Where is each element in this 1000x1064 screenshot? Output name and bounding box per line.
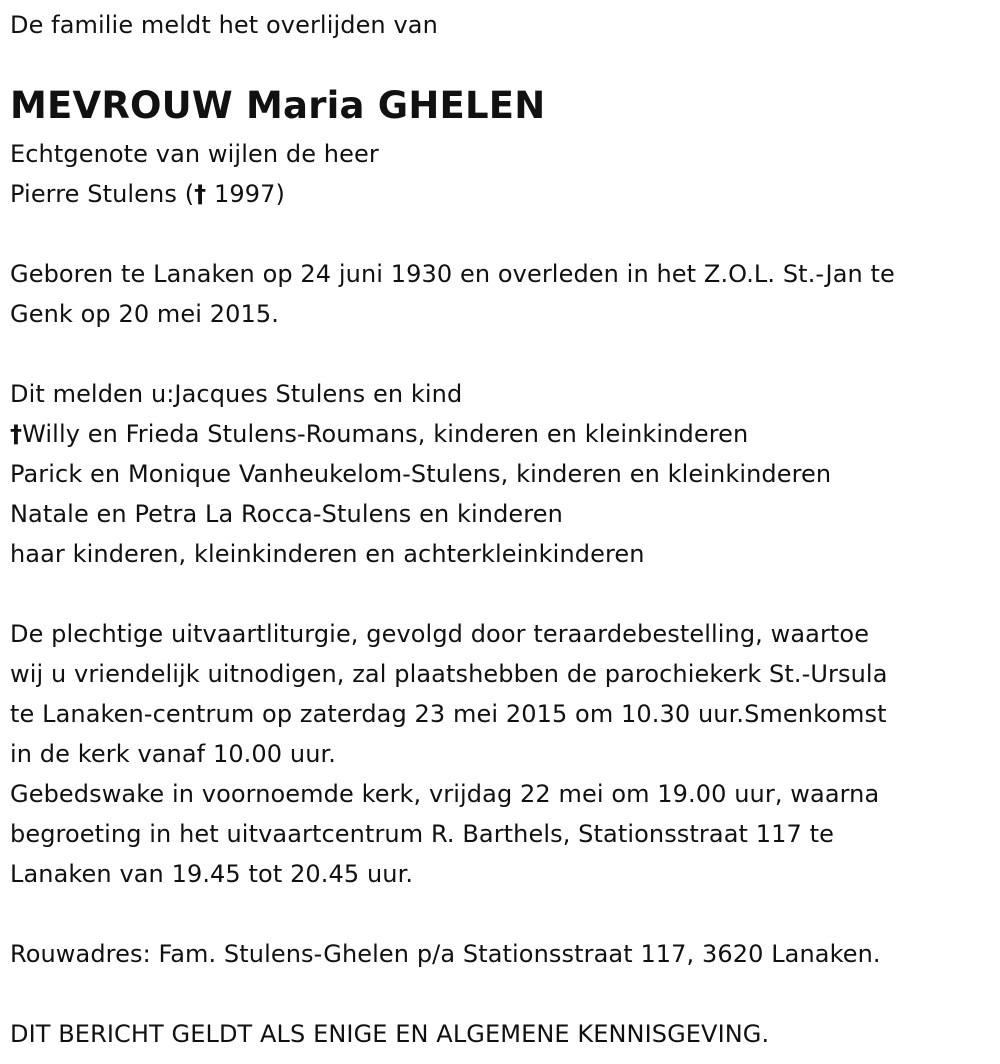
family-line-2 [10, 414, 831, 454]
funeral-line-5: Gebedswake in voornoemde kerk, vrijdag 22 mei om 19.00 uur, waarna [10, 780, 880, 808]
funeral-line-2: wij u vriendelijk uitnodigen, zal plaatshebben de parochiekerk St.-Ursula [10, 660, 888, 688]
spouse-death-year: 1997) [206, 180, 285, 208]
spouse-block [10, 134, 379, 214]
family-line-5: haar kinderen, kleinkinderen en achterkleinkinderen [10, 540, 645, 568]
family-block [10, 374, 831, 574]
funeral-block [10, 614, 888, 894]
spouse-line-2 [10, 174, 379, 214]
funeral-line-4: in de kerk vanaf 10.00 uur. [10, 740, 336, 768]
funeral-line-1: De plechtige uitvaartliturgie, gevolgd door teraardebestelling, waartoe [10, 620, 870, 648]
official-notice: DIT BERICHT GELDT ALS ENIGE EN ALGEMENE KENNISGEVING. [10, 1020, 770, 1048]
birth-death-block [10, 254, 895, 334]
birth-death-line-1: Geboren te Lanaken op 24 juni 1930 en overleden in het Z.O.L. St.-Jan te [10, 260, 895, 288]
cross-icon: † [194, 180, 207, 208]
intro-text: De familie meldt het overlijden van [10, 11, 438, 39]
birth-death-line-2: Genk op 20 mei 2015. [10, 300, 279, 328]
funeral-line-6: begroeting in het uitvaartcentrum R. Barthels, Stationsstraat 117 te [10, 820, 834, 848]
spouse-line-1: Echtgenote van wijlen de heer [10, 140, 379, 168]
family-line-3: Parick en Monique Vanheukelom-Stulens, kinderen en kleinkinderen [10, 460, 832, 488]
mourning-address: Rouwadres: Fam. Stulens-Ghelen p/a Stationsstraat 117, 3620 Lanaken. [10, 940, 881, 968]
family-line-1: Dit melden u:Jacques Stulens en kind [10, 380, 463, 408]
cross-icon: † [10, 420, 23, 448]
deceased-name: MEVROUW Maria GHELEN [10, 84, 546, 127]
family-line-4: Natale en Petra La Rocca-Stulens en kinderen [10, 500, 563, 528]
spouse-name: Pierre Stulens ( [10, 180, 195, 208]
funeral-line-7: Lanaken van 19.45 tot 20.45 uur. [10, 860, 414, 888]
family-line-2-text: Willy en Frieda Stulens-Roumans, kinderen en kleinkinderen [22, 420, 749, 448]
funeral-line-3: te Lanaken-centrum op zaterdag 23 mei 2015 om 10.30 uur.Smenkomst [10, 700, 887, 728]
